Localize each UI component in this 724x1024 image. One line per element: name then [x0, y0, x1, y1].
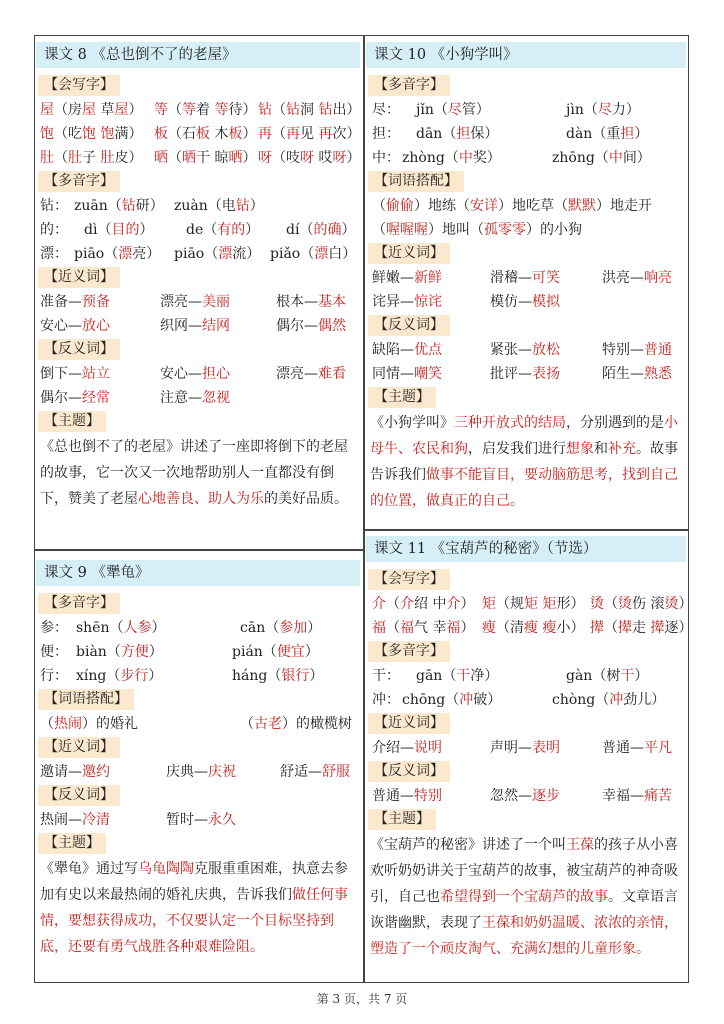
lesson-10-polyphone-row-2: 担： dān（担保） dàn（重担）: [372, 126, 649, 142]
lesson-10-antonym-header: 【反义词】: [368, 315, 450, 336]
lesson-9-synonym-row-1: 邀请—邀约 庆典—庆祝 舒适—舒服: [40, 764, 350, 780]
lesson-10-synonym-header: 【近义词】: [368, 243, 450, 264]
lesson-8-synonym-header: 【近义词】: [38, 267, 120, 288]
lesson-9-collocation-row-1: （热闹）的婚礼 （古老）的橄榄树: [40, 716, 352, 732]
lesson-11-polyphone-row-1: 干： gān（干净） gàn（树干）: [372, 668, 649, 684]
lesson-9-antonym-row-1: 热闹—冷清 暂时—永久: [40, 812, 236, 828]
lesson-9-polyphone-row-2: 便： biàn（方便） pián（便宜）: [40, 644, 319, 660]
lesson-10-polyphone-header: 【多音字】: [368, 75, 450, 96]
lesson-8-writing-row-3: 肚（肚子 肚皮） 晒（晒干 晾晒） 呀（吱呀 哎呀）: [40, 150, 361, 166]
lesson-8-synonym-row-2: 安心—放心 织网—结网 偶尔—偶然: [40, 318, 346, 334]
lesson-11-antonym-row-1: 普通—特别 忽然—逐步 幸福—痛苦: [372, 788, 672, 804]
lesson-11-synonym-row-1: 介绍—说明 声明—表明 普通—平凡: [372, 740, 672, 756]
lesson-9-collocation-header: 【词语搭配】: [38, 689, 134, 710]
lesson-10-synonym-row-2: 诧异—惊诧 模仿—模拟: [372, 294, 560, 310]
lesson-8-synonym-row-1: 准备—预备 漂亮—美丽 根本—基本: [40, 294, 346, 310]
lesson-9-theme-text: 《犟龟》通过写乌龟陶陶克服重重困难，执意去参加有史以来最热闹的婚礼庆典，告诉我们做任何事情，要想获得成功，不仅要认定一个目标坚持到底，还要有勇气战胜各种艰难险阻。: [40, 861, 348, 955]
lesson-11-card: [366, 536, 693, 962]
lesson-10-collocation-row-1: （偷偷）地练（安详）地吃草（默默）地走开: [372, 198, 652, 214]
lesson-8-polyphone-row-2: 的： dì（目的） de（有的） dí（的确）: [40, 222, 356, 238]
lesson-8-theme-header: 【主题】: [38, 411, 106, 432]
lesson-11-writing-row-1: 介（介绍 中介） 矩（规矩 矩形） 烫（烫伤 滚烫）: [372, 596, 693, 612]
lesson-10-polyphone-row-1: 尽： jǐn（尽管） jìn（尽力）: [372, 102, 640, 118]
lesson-10-theme-text: 《小狗学叫》三种开放式的结局，分别遇到的是小母牛、农民和狗，启发我们进行想象和补充。故事告诉我们做事不能盲目，要动脑筋思考，找到自己的位置，做真正的自己。: [370, 415, 678, 509]
lesson-10-collocation-row-2: （喔喔喔）地叫（孤零零）的小狗: [372, 222, 582, 238]
lesson-8-writing-row-1: 屋（房屋 草屋） 等（等着 等待） 钻（钻洞 钻出）: [40, 102, 361, 118]
page-footer: 第 3 页，共 7 页: [316, 992, 408, 1006]
lesson-11-writing-header: 【会写字】: [368, 569, 450, 590]
lesson-9-theme-header: 【主题】: [38, 833, 106, 854]
lesson-9-synonym-header: 【近义词】: [38, 737, 120, 758]
lesson-8-writing-row-2: 饱（吃饱 饱满） 板（石板 木板） 再（再见 再次）: [40, 126, 361, 142]
lesson-10-card: [366, 42, 686, 514]
lesson-8-polyphone-row-3: 漂： piāo（漂亮） piāo（漂流） piǎo（漂白）: [40, 246, 357, 262]
lesson-11-theme-text: 《宝葫芦的秘密》讲述了一个叫王葆的孩子从小喜欢听奶奶讲关于宝葫芦的故事，被宝葫芦的神奇吸引，自己也希望得到一个宝葫芦的故事。文章语言诙谐幽默，表现了王葆和奶奶温暖、浓浓的亲情，塑造了一个顽皮淘气、充满幻想的儿童形象。: [370, 837, 678, 957]
lesson-8-polyphone-row-1: 钻： zuān（钻研） zuàn（电钻）: [40, 198, 264, 214]
lesson-10-synonym-row-1: 鲜嫩—新鲜 滑稽—可笑 洪亮—响亮: [372, 270, 672, 286]
lesson-10-polyphone-row-3: 中： zhòng（中奖） zhōng（中间）: [372, 150, 651, 166]
lesson-11-synonym-header: 【近义词】: [368, 713, 450, 734]
lesson-11-writing-row-2: 福（福气 幸福） 瘦（清瘦 瘦小） 撵（撵走 撵逐）: [372, 620, 693, 636]
lesson-11-antonym-header: 【反义词】: [368, 761, 450, 782]
lesson-9-title: 课文 9 《犟龟》: [36, 560, 360, 586]
lesson-8-antonym-row-1: 倒下—站立 安心—担心 漂亮—难看: [40, 366, 346, 382]
lesson-11-polyphone-row-2: 冲： chōng（冲破） chòng（冲劲儿）: [372, 692, 666, 708]
lesson-8-antonym-header: 【反义词】: [38, 339, 120, 360]
lesson-10-title: 课文 10 《小狗学叫》: [366, 42, 686, 68]
lesson-8-polyphone-header: 【多音字】: [38, 171, 120, 192]
lesson-9-polyphone-header: 【多音字】: [38, 593, 120, 614]
lesson-11-polyphone-header: 【多音字】: [368, 641, 450, 662]
lesson-8-antonym-row-2: 偶尔—经常 注意—忽视: [40, 390, 230, 406]
lesson-10-antonym-row-2: 同情—嘲笑 批评—表扬 陌生—熟悉: [372, 366, 672, 382]
lesson-11-title: 课文 11 《宝葫芦的秘密》（节选）: [366, 536, 686, 562]
lesson-8-writing-header: 【会写字】: [38, 75, 120, 96]
lesson-11-theme-header: 【主题】: [368, 809, 436, 830]
lesson-10-antonym-row-1: 缺陷—优点 紧张—放松 特别—普通: [372, 342, 672, 358]
lesson-9-polyphone-row-3: 行： xíng（步行） háng（银行）: [40, 668, 324, 684]
column-divider: [363, 35, 365, 983]
lesson-8-card: [36, 42, 360, 512]
lesson-10-theme-header: 【主题】: [368, 387, 436, 408]
left-row-divider: [34, 549, 364, 551]
lesson-8-theme-text: 《总也倒不了的老屋》讲述了一座即将倒下的老屋的故事，它一次又一次地帮助别人一直都没有倒下，赞美了老屋心地善良、助人为乐的美好品质。: [40, 439, 348, 507]
lesson-9-polyphone-row-1: 参： shēn（人参） cān（参加）: [40, 620, 322, 636]
right-row-divider: [363, 529, 689, 531]
lesson-9-card: [36, 560, 360, 960]
lesson-9-antonym-header: 【反义词】: [38, 785, 120, 806]
lesson-10-collocation-header: 【词语搭配】: [368, 171, 464, 192]
lesson-8-title: 课文 8 《总也倒不了的老屋》: [36, 42, 360, 68]
